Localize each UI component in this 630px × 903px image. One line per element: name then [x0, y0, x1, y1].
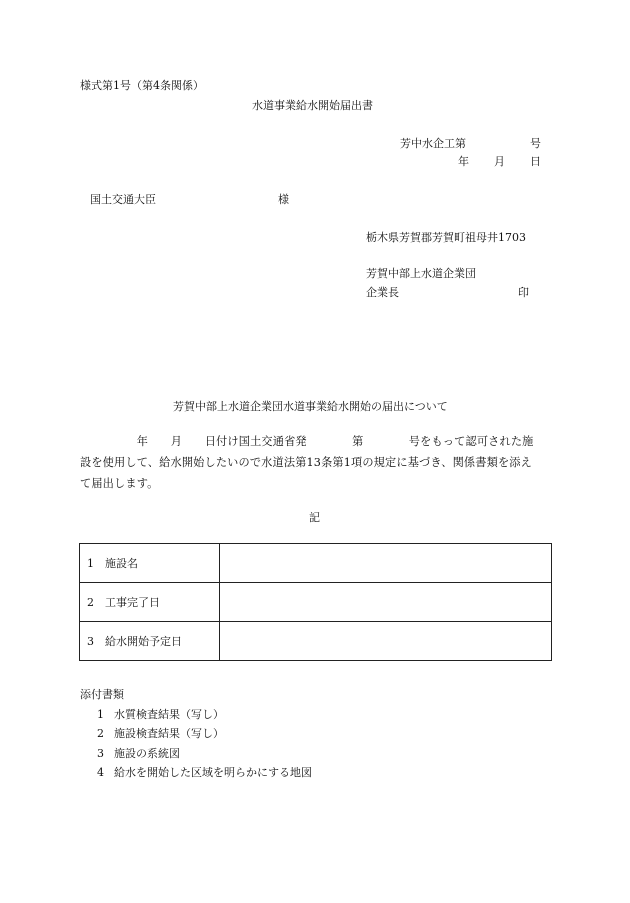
table-row [80, 583, 552, 622]
doc-number [400, 137, 541, 151]
sender-address: 栃木県芳賀郡芳賀町祖母井1703 [366, 231, 526, 244]
attachment-number: 3 [97, 746, 104, 760]
list-item [80, 744, 312, 764]
attachments [80, 685, 312, 783]
doc-number-suffix: 号 [530, 137, 541, 150]
ki-heading: 記 [309, 511, 320, 524]
list-item [80, 724, 312, 744]
subject: 芳賀中部上水道企業団水道事業給水開始の届出について [173, 400, 448, 413]
attachments-heading: 添付書類 [80, 688, 124, 701]
sender-title: 企業長 [366, 286, 399, 299]
table-row [80, 622, 552, 661]
row-value-completion-date[interactable] [220, 583, 552, 622]
list-item [80, 705, 312, 725]
addressee-honorific: 様 [278, 193, 289, 206]
row-value-start-date[interactable] [220, 622, 552, 661]
row-label-facility: 1 施設名 [80, 544, 220, 583]
body-line: 設を使用して、給水開始したいので水道法第13条第1項の規定に基づき、関係書類を添え [80, 456, 532, 469]
sender-organization: 芳賀中部上水道企業団 [366, 267, 476, 280]
items-table [79, 543, 552, 661]
attachment-text: 施設の系統図 [114, 746, 180, 760]
attachment-text: 水質検査結果（写し） [114, 707, 224, 721]
attachment-text: 給水を開始した区域を明らかにする地図 [114, 766, 312, 779]
date-year: 年 [458, 155, 469, 168]
form-number: 様式第1号（第4条関係） [80, 79, 204, 92]
attachment-number: 2 [97, 727, 104, 740]
date-month: 月 [494, 155, 505, 168]
row-label-completion-date: 2 工事完了日 [80, 583, 220, 622]
date-day: 日 [530, 155, 541, 168]
body-line: て届出します。 [80, 477, 159, 490]
row-value-facility[interactable] [220, 544, 552, 583]
body-line: 年 月 日付け国土交通省発 第 号をもって認可された施 [80, 435, 534, 448]
body-text [80, 431, 552, 494]
attachment-number: 1 [97, 707, 104, 721]
doc-number-prefix: 芳中水企工第 [400, 137, 466, 150]
attachment-number: 4 [97, 766, 104, 779]
row-label-start-date: 3 給水開始予定日 [80, 622, 220, 661]
addressee-name: 国土交通大臣 [90, 193, 156, 206]
addressee [90, 193, 289, 207]
attachment-text: 施設検査結果（写し） [114, 727, 224, 740]
sender-title-row [366, 286, 529, 300]
list-item [80, 763, 312, 783]
table-row [80, 544, 552, 583]
document-title: 水道事業給水開始届出書 [252, 99, 373, 112]
seal-mark: 印 [518, 286, 529, 299]
